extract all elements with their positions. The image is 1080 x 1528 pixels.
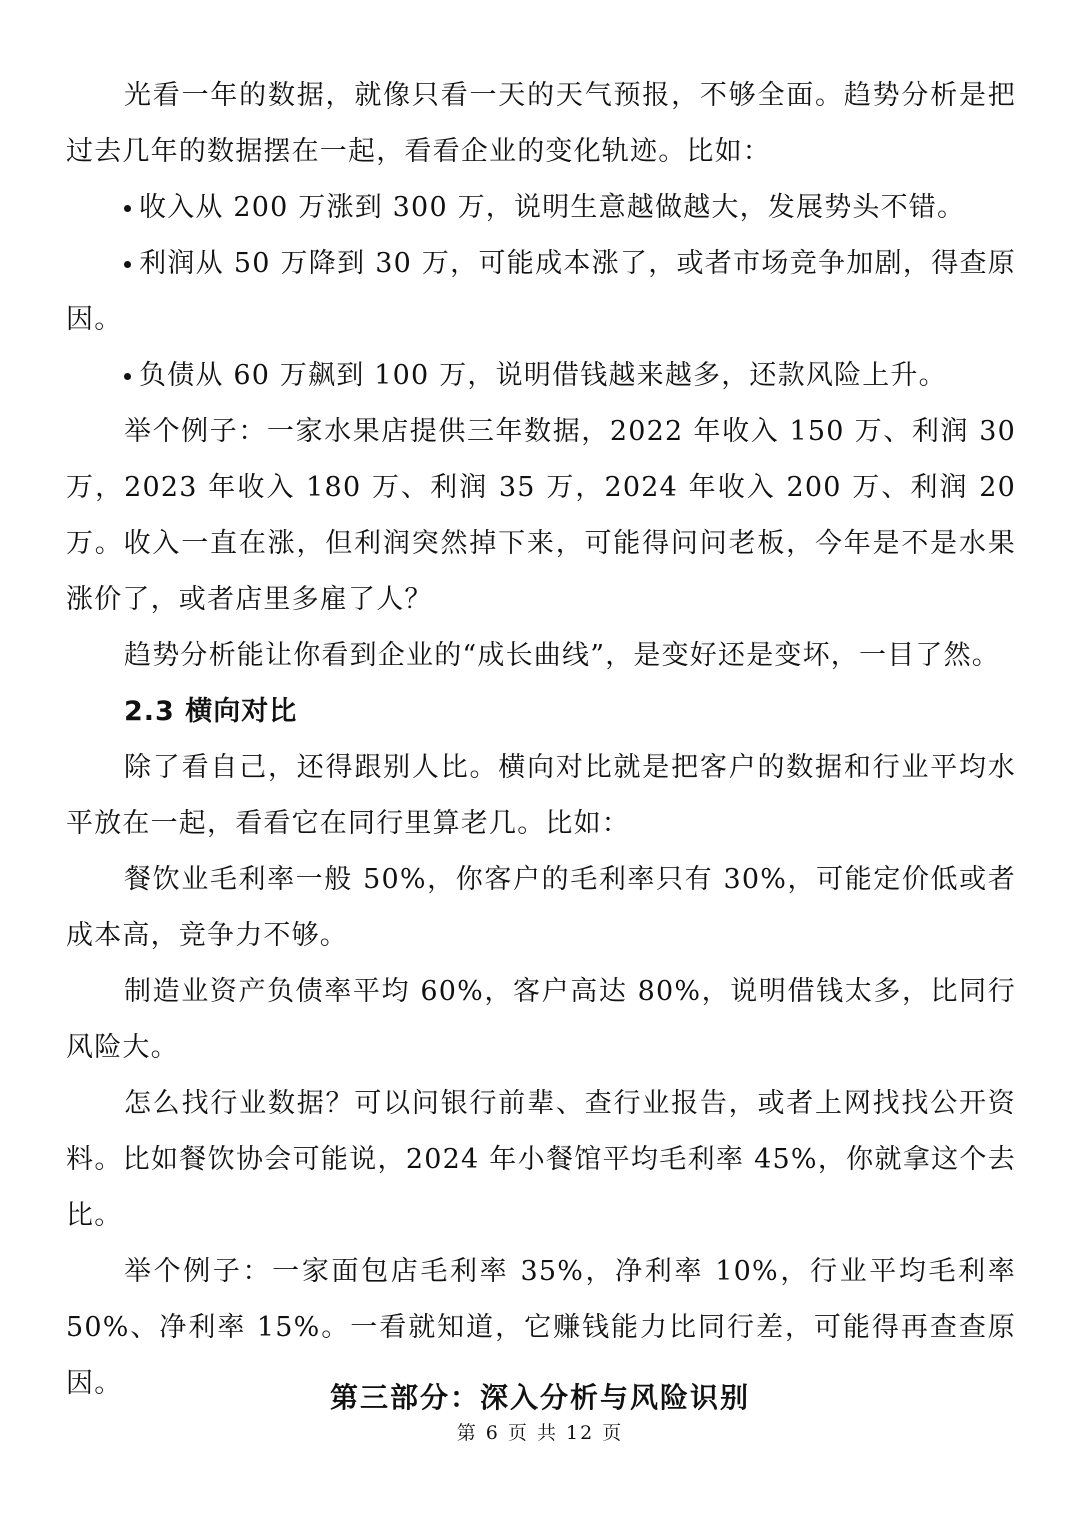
- paragraph-manufacturing: 制造业资产负债率平均 60%，客户高达 80%，说明借钱太多，比同行风险大。: [66, 976, 1016, 1063]
- bullet-dot-icon: [124, 373, 131, 380]
- paragraph-trend-intro: 光看一年的数据，就像只看一天的天气预报，不够全面。趋势分析是把过去几年的数据摆在一起，看看企业的变化轨迹。比如：: [66, 80, 1016, 167]
- bullet-revenue: [66, 180, 1016, 236]
- paragraph-catering: 餐饮业毛利率一般 50%，你客户的毛利率只有 30%，可能定价低或者成本高，竞争力不够。: [66, 864, 1016, 951]
- paragraph-fruit-example: 举个例子：一家水果店提供三年数据，2022 年收入 150 万、利润 30 万，2023 年收入 180 万、利润 35 万，2024 年收入 200 万、利润 20 万。收入一直在涨，但利润突然掉下来，可能得问问老板，今年是不是水果涨价了，或者店里多雇了人？: [66, 416, 1016, 615]
- page-number: 第 6 页 共 12 页: [456, 1422, 624, 1444]
- bullet-dot-icon: [124, 261, 131, 268]
- paragraph-industry-data: 怎么找行业数据？可以问银行前辈、查行业报告，或者上网找找公开资料。比如餐饮协会可能说，2024 年小餐馆平均毛利率 45%，你就拿这个去比。: [66, 1088, 1016, 1231]
- paragraph-growth-curve: 趋势分析能让你看到企业的“成长曲线”，是变好还是变坏，一目了然。: [124, 640, 1001, 671]
- bullet-profit: [66, 236, 1016, 348]
- bullet-debt: [66, 348, 1016, 404]
- paragraph-horizontal-intro: 除了看自己，还得跟别人比。横向对比就是把客户的数据和行业平均水平放在一起，看看它在同行里算老几。比如：: [66, 752, 1016, 839]
- bullet-text: 利润从 50 万降到 30 万，可能成本涨了，或者市场竞争加剧，得查原因。: [66, 248, 1016, 335]
- part-three-title: 第三部分：深入分析与风险识别: [329, 1381, 750, 1414]
- bullet-dot-icon: [124, 205, 131, 212]
- bullet-text: 负债从 60 万飙到 100 万，说明借钱越来越多，还款风险上升。: [139, 360, 947, 391]
- document-body: [66, 68, 1016, 1412]
- bullet-text: 收入从 200 万涨到 300 万，说明生意越做越大，发展势头不错。: [139, 192, 966, 223]
- paragraph-bakery-example: 举个例子：一家面包店毛利率 35%，净利率 10%，行业平均毛利率 50%、净利率 15%。一看就知道，它赚钱能力比同行差，可能得再查查原因。: [66, 1256, 1016, 1399]
- section-heading-2-3: 2.3 横向对比: [124, 696, 298, 727]
